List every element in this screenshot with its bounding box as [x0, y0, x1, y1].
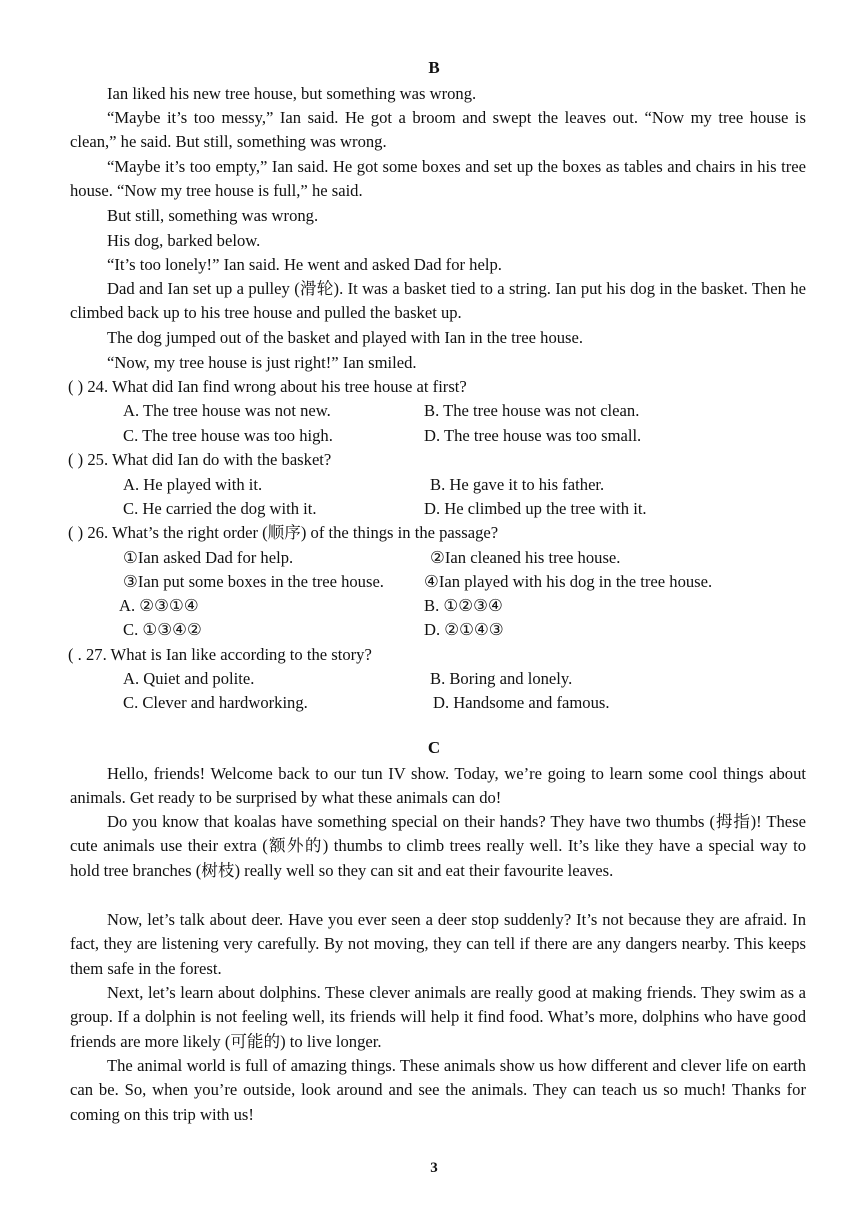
passage-b-paragraph: “Maybe it’s too messy,” Ian said. He got a broom and swept the leaves out. “Now my tree house is clean,” he said. But still, something was wrong. — [70, 108, 806, 152]
passage-b-paragraph: “It’s too lonely!” Ian said. He went and asked Dad for help. — [107, 255, 502, 274]
question-27-option-d: D. Handsome and famous. — [433, 693, 610, 712]
question-24-option-c: C. The tree house was too high. — [123, 426, 333, 445]
page-number: 3 — [430, 1160, 438, 1176]
passage-b-paragraph: Dad and Ian set up a pulley (滑轮). It was a basket tied to a string. Ian put his dog in the basket. Then he climbed back up to his tree house and pulled the basket up. — [70, 279, 806, 323]
passage-c-paragraph: The animal world is full of amazing things. These animals show us how different and clever life on earth can be. So, when you’re outside, look around and see the animals. They can teach us so much! Thanks for coming on this trip with us! — [70, 1056, 806, 1124]
question-27-option-c: C. Clever and hardworking. — [123, 693, 308, 712]
question-25-option-d: D. He climbed up the tree with it. — [424, 499, 647, 518]
passage-b-paragraph: “Now, my tree house is just right!” Ian smiled. — [107, 353, 417, 372]
passage-b-paragraph: “Maybe it’s too empty,” Ian said. He got some boxes and set up the boxes as tables and chairs in his tree house. “Now my tree house is full,” he said. — [70, 157, 806, 201]
question-26-option-d: D. ②①④③ — [424, 620, 504, 639]
question-26: ( ) 26. What’s the right order (顺序) of the things in the passage? — [68, 523, 499, 542]
question-25-option-c: C. He carried the dog with it. — [123, 499, 317, 518]
passage-c-paragraph: Do you know that koalas have something special on their hands? They have two thumbs (拇指)! These cute animals use their extra (额外的) thumbs to climb trees really well. It’s like they have a special way to hold tree branches (树枝) really well so they can sit and eat their favourite leaves. — [70, 812, 806, 880]
question-24: ( ) 24. What did Ian find wrong about his tree house at first? — [68, 377, 467, 396]
passage-b-paragraph: The dog jumped out of the basket and played with Ian in the tree house. — [107, 328, 584, 347]
question-27-option-b: B. Boring and lonely. — [430, 669, 573, 688]
passage-c-paragraph: Next, let’s learn about dolphins. These clever animals are really good at making friends. They swim as a group. If a dolphin is not feeling well, its friends will help it find food. What’s more, dolphins who have good friends are more likely (可能的) to live longer. — [70, 983, 806, 1051]
question-24-option-d: D. The tree house was too small. — [424, 426, 642, 445]
question-26-option-b: B. ①②③④ — [424, 596, 503, 615]
question-24-option-a: A. The tree house was not new. — [123, 401, 331, 420]
question-26-item-1: ①Ian asked Dad for help. — [123, 548, 294, 567]
passage-b-paragraph: But still, something was wrong. — [107, 206, 319, 225]
question-26-option-c: C. ①③④② — [123, 620, 202, 639]
question-26-item-2: ②Ian cleaned his tree house. — [430, 548, 621, 567]
question-25: ( ) 25. What did Ian do with the basket? — [68, 450, 332, 469]
question-27: ( . 27. What is Ian like according to the story? — [68, 645, 372, 664]
passage-c-paragraph: Hello, friends! Welcome back to our tun IV show. Today, we’re going to learn some cool things about animals. Get ready to be surprised by what these animals can do! — [70, 764, 806, 808]
question-25-option-a: A. He played with it. — [123, 475, 263, 494]
question-26-item-4: ④Ian played with his dog in the tree house. — [424, 572, 713, 591]
question-27-option-a: A. Quiet and polite. — [123, 669, 255, 688]
section-c-heading: C — [427, 738, 441, 757]
section-b-heading: B — [428, 58, 440, 77]
passage-c-paragraph: Now, let’s talk about deer. Have you ever seen a deer stop suddenly? It’s not because they are afraid. In fact, they are listening very carefully. By not moving, they can tell if there are any dangers nearby. This keeps them safe in the forest. — [70, 910, 806, 978]
question-26-item-3: ③Ian put some boxes in the tree house. — [123, 572, 384, 591]
passage-b-paragraph: His dog, barked below. — [107, 231, 261, 250]
passage-b-paragraph: Ian liked his new tree house, but something was wrong. — [107, 84, 477, 103]
question-26-option-a: A. ②③①④ — [119, 596, 199, 615]
question-25-option-b: B. He gave it to his father. — [430, 475, 605, 494]
question-24-option-b: B. The tree house was not clean. — [424, 401, 640, 420]
